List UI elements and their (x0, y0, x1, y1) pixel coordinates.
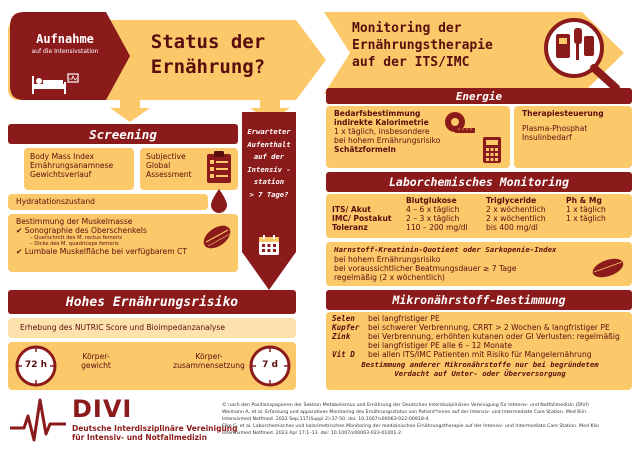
bedarf-last: Schätzformeln (334, 145, 396, 154)
risk-label-2-line: Körper- (195, 352, 223, 361)
tape-measure-icon (444, 110, 476, 134)
labor-cell: 1 x täglich (566, 205, 606, 214)
labor-row (332, 214, 632, 223)
risk-label-1 (66, 352, 126, 370)
mikro-row (332, 314, 628, 323)
mikro-element: Zink (332, 332, 351, 341)
mikro-text: bei schwerer Verbrennung, CRRT > 2 Wochen & langfristiger PE (368, 323, 610, 332)
references (222, 402, 634, 437)
labor-table (332, 196, 632, 232)
therapie-line: Plasma-Phosphat (522, 124, 588, 133)
stay-line: Aufenthalt (247, 139, 291, 149)
hospital-bed-icon (30, 72, 80, 96)
harnstoff-line: regelmäßig (2 x wöchentlich) (334, 273, 445, 282)
reference-line: © nach den Positionspapieren der Sektion Metabolismus und Ernährung der Deutschen Interdisziplinären Vereinigung für Intensiv- und Notfallmedizin (DIVI) (222, 403, 589, 408)
bedarf-line: indirekte Kalorimetrie (334, 118, 429, 127)
bedarf-line: 1 x täglich, insbesondere (334, 127, 430, 136)
harnstoff-box (326, 242, 632, 286)
status-title (138, 30, 278, 80)
stay-line: auf der (253, 152, 285, 161)
monitoring-title-line: Ernährungstherapie (352, 38, 493, 53)
check-icon: ✔ (16, 247, 25, 257)
mikro-element: Selen (332, 314, 355, 323)
calendar-icon (258, 234, 280, 256)
monitoring-title-line: auf der ITS/IMC (352, 55, 470, 70)
labor-col: Ph & Mg (566, 196, 602, 205)
muscle-icon (590, 254, 626, 282)
water-drop-icon (209, 188, 229, 214)
divi-subtitle-line: für Intensiv- und Notfallmedizin (72, 433, 207, 442)
risk-header-text: Hohes Ernährungsrisiko (65, 294, 239, 310)
sga-line: Subjective (146, 152, 186, 161)
divi-subtitle (72, 424, 238, 442)
reference-line: Elke G, et al. Laborchemisches und kalorimetrisches Monitoring der medizinischen Ernährungstherapie auf der Intensiv- und Intermediate Care Station. Med Klin (222, 424, 600, 429)
labor-row (332, 223, 632, 232)
status-title-line2: Ernährung? (150, 56, 266, 78)
divi-logo-icon (8, 394, 68, 446)
labor-header-text: Laborchemisches Monitoring (388, 175, 569, 189)
calculator-icon (482, 136, 502, 164)
risk-label-1-line: gewicht (81, 361, 111, 370)
bedarf-line: bei hohem Ernährungsrisiko (334, 136, 441, 145)
status-arrow-icon (270, 12, 330, 108)
hydration-label: Hydratationszustand (16, 197, 95, 206)
mikro-header-text: Mikronährstoff-Bestimmung (392, 293, 566, 307)
labor-cell (566, 223, 626, 232)
sga-line: Global (146, 161, 171, 170)
labor-table-header (332, 196, 632, 205)
reference-line: Intensivmed Notfmed. 2022 Sep;117(Suppl 2):37-50. doi: 10.1007/s00063-022-00918-4. (222, 417, 430, 422)
mikro-element (332, 341, 368, 350)
muscle-sub-2: – Dicke des M. quadriceps femoris (30, 241, 119, 248)
labor-row (332, 205, 632, 214)
risk-text-box (8, 318, 296, 338)
muscle-check-1-text: Sonographie des Oberschenkels (24, 226, 147, 235)
mikro-footer-1: Bestimmung anderer Mikronährstoffe nur bei begründetem (361, 360, 599, 369)
labor-col: Triglyceride (486, 196, 537, 205)
reference-line: Weimann A, et al. Erfassung und apparatives Monitoring des Ernährungsstatus von Patient*innen auf der Intensiv- und Intermediate Care Station. Med Klin (222, 410, 586, 415)
aufnahme-title: Aufnahme (36, 32, 94, 46)
labor-cell: 1 x täglich (566, 214, 606, 223)
mikro-text: bei Verbrennung, erhöhten kutanen oder GI Verlusten: regelmäßig (368, 332, 620, 341)
bedarf-title: Bedarfsbestimmung (334, 109, 421, 118)
risk-label-2 (168, 352, 250, 370)
divi-name: DIVI (72, 395, 133, 423)
mikro-element: Kupfer (332, 323, 360, 332)
harnstoff-line: bei voraussichtlicher Beatmungsdauer ≥ 7 Tage (334, 264, 517, 273)
stay-line: station (253, 177, 285, 186)
screening-anamnesis-box (24, 148, 134, 190)
mikro-footer-2: Verdacht auf Unter- oder Überversorgung (394, 369, 566, 378)
labor-cell: bis 400 mg/dl (486, 223, 538, 232)
muscle-icon (200, 222, 234, 252)
mikro-element: Vit D (332, 350, 355, 359)
muscle-sub-2-text: Dicke des M. quadriceps femoris (34, 241, 119, 248)
labor-row-label: IMC/ Postakut (332, 214, 392, 223)
stay-line: > 7 Tage? (249, 189, 289, 199)
labor-col: Blutglukose (406, 196, 457, 205)
risk-label-2-line: zusammensetzung (173, 361, 245, 370)
clipboard-icon (206, 150, 232, 184)
aufnahme-subtitle: auf die Intensivstation (31, 48, 99, 55)
sga-line: Assessment (146, 170, 192, 179)
muscle-sub-1-text: Querschnitt des M. rectus femoris (34, 235, 123, 241)
screening-item: Gewichtsverlauf (30, 170, 92, 179)
risk-header (8, 290, 296, 314)
labor-row-label: Toleranz (332, 223, 368, 232)
mikro-box (326, 312, 632, 390)
stay-line: Erwarteter (247, 127, 291, 136)
therapie-title: Therapiesteuerung (522, 109, 604, 118)
therapie-line: Insulinbedarf (522, 133, 572, 142)
risk-label-1-line: Körper- (82, 352, 110, 361)
clock-72h-label: 72 h (24, 360, 48, 370)
harnstoff-title: Harnstoff-Kreatinin-Quotient oder Sarkopenie-Index (334, 245, 557, 254)
muscle-sub-1: – Querschnitt des M. rectus femoris (30, 235, 123, 241)
screening-item: Ernährungsanamnese (30, 161, 114, 170)
monitoring-title-line: Monitoring der (352, 21, 462, 36)
mikro-text: bei langfristiger PE alle 6 – 12 Monate (368, 341, 512, 350)
risk-text: Erhebung des NUTRIC Score und Bioimpedanzanalyse (20, 323, 226, 332)
energie-header-text: Energie (455, 89, 503, 103)
mikro-row (332, 332, 628, 341)
labor-col (332, 196, 406, 205)
muscle-check-2-text: Lumbale Muskelfläche bei verfügbarem CT (24, 247, 187, 257)
reference-line: Intensivmed Notfmed. 2023 Apr 17:1–13. doi: 10.1007/s00063-023-01001-2. (222, 431, 403, 436)
therapie-box (514, 106, 632, 168)
harnstoff-line: bei hohem Ernährungsrisiko (334, 255, 441, 264)
mikro-row (332, 341, 628, 350)
check-icon: ✔ (16, 226, 25, 235)
stay-line: Intensiv - (247, 164, 291, 174)
screening-header-text: Screening (89, 126, 157, 142)
energie-header (326, 88, 632, 104)
labor-cell: 4 – 6 x täglich (406, 205, 460, 214)
labor-cell: 2 x wöchentlich (486, 205, 546, 214)
mikro-text: bei langfristiger PE (368, 314, 440, 323)
mikro-row (332, 323, 628, 332)
labor-row-label: ITS/ Akut (332, 205, 371, 214)
clock-7d-label: 7 d (262, 360, 278, 370)
monitoring-title (352, 20, 552, 71)
screening-header (8, 124, 238, 144)
divi-subtitle-line: Deutsche Interdisziplinäre Vereinigung (72, 424, 238, 433)
labor-cell: 2 – 3 x täglich (406, 214, 460, 223)
hydration-box (8, 194, 208, 210)
labor-header (326, 172, 632, 192)
labor-cell: 110 – 200 mg/dl (406, 223, 468, 232)
stay-text (242, 126, 296, 201)
mikro-text: bei allen ITS/IMC Patienten mit Risiko für Mangelernährung (368, 350, 592, 359)
labor-cell: 2 x wöchentlich (486, 214, 546, 223)
muscle-title: Bestimmung der Muskelmasse (16, 217, 133, 226)
down-arrow-icon (110, 98, 150, 122)
status-title-line1: Status der (150, 31, 266, 53)
magnifier-icon (532, 14, 624, 94)
screening-item: Body Mass Index (30, 152, 95, 161)
mikro-header (326, 290, 632, 310)
mikro-row (332, 350, 628, 359)
